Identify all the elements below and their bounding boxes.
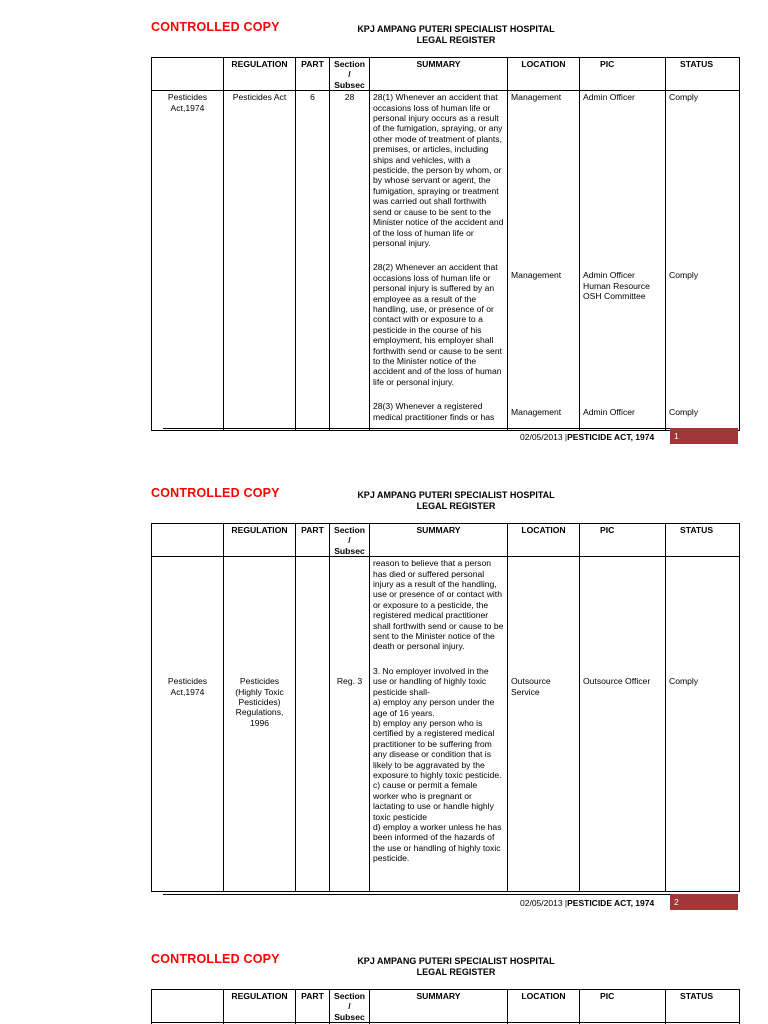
footer-rule (163, 428, 670, 429)
footer-title: PESTICIDE ACT, 1974 (567, 432, 655, 442)
section-header: Section / Subsec (330, 524, 370, 557)
hospital-name: KPJ AMPANG PUTERI SPECIALIST HOSPITAL (357, 490, 555, 500)
controlled-copy-label: CONTROLLED COPY (151, 20, 280, 34)
pic-header: PIC (580, 58, 666, 91)
pic-28-2: Admin Officer Human Resource OSH Committee (583, 270, 650, 302)
register-page-3 (0, 932, 768, 1024)
table-header-row (152, 524, 740, 557)
regulation-cell: Pesticides Act (224, 91, 296, 431)
status-header: STATUS (666, 58, 740, 91)
part-cell: 6 (296, 91, 330, 431)
location-28-1: Management (511, 92, 562, 103)
summary-cell (370, 557, 508, 892)
act-header (152, 524, 224, 557)
pic-28-3: Admin Officer (583, 407, 635, 418)
register-page-2 (0, 466, 768, 926)
status-28-2: Comply (669, 270, 699, 281)
location-header: LOCATION (508, 990, 580, 1023)
footer-date: 02/05/2013 | (520, 898, 568, 908)
page-footer (520, 432, 654, 442)
summary-header: SUMMARY (370, 58, 508, 91)
location-28-2: Management (511, 270, 562, 281)
summary-28-2: 28(2) Whenever an accident that occasions loss of human life or personal injury is suffered by an employee as a result of the handling, use, or presence of or contact with or exposure to a pesticide in the course of his employment, his employer shall forthwith send or cause to be sent to the Minister notice of the accident and of the loss of human life or personal injury. (373, 262, 502, 387)
section-cell: Reg. 3 (330, 557, 370, 892)
legal-register-table (151, 989, 740, 1024)
footer-date: 02/05/2013 | (520, 432, 568, 442)
footer-title: PESTICIDE ACT, 1974 (567, 898, 655, 908)
legal-register-table (151, 523, 740, 892)
controlled-copy-label: CONTROLLED COPY (151, 952, 280, 966)
hospital-name: KPJ AMPANG PUTERI SPECIALIST HOSPITAL (357, 956, 555, 966)
status-header: STATUS (666, 524, 740, 557)
part-header: PART (296, 524, 330, 557)
act-cell: Pesticides Act,1974 (152, 557, 224, 892)
controlled-copy-label: CONTROLLED COPY (151, 486, 280, 500)
table-row (152, 557, 740, 892)
pic-28-1: Admin Officer (583, 92, 635, 103)
pic-header: PIC (580, 990, 666, 1023)
summary-28-3: 28(3) Whenever a registered medical practitioner finds or has (373, 401, 495, 422)
legal-register-table (151, 57, 740, 431)
location-header: LOCATION (508, 58, 580, 91)
part-cell (296, 557, 330, 892)
register-page-1 (0, 0, 768, 460)
status-28-3: Comply (669, 407, 699, 418)
pic-cell: Outsource Officer (580, 557, 666, 892)
table-row (152, 91, 740, 431)
regulation-header: REGULATION (224, 58, 296, 91)
register-title: LEGAL REGISTER (416, 967, 496, 977)
page-number-badge: 2 (670, 894, 738, 910)
summary-header: SUMMARY (370, 524, 508, 557)
summary-reg-3: 3. No employer involved in the use or handling of highly toxic pesticide shall- a) employ any person under the age of 16 years. b) employ any person who is certified by a registered medical practitioner to be suffering from any disease or condition that is likely to be aggravated by the exposure to highly toxic pesticide. c) cause or permit a female worker who is pregnant or lactating to use or handle highly toxic pesticide d) employ a worker unless he has been informed of the hazards of the use or handling of highly toxic pesticide. (373, 665, 502, 864)
page-number-badge: 1 (670, 428, 738, 444)
regulation-cell: Pesticides (Highly Toxic Pesticides) Regulations, 1996 (224, 557, 296, 892)
document-header (356, 24, 556, 46)
part-header: PART (296, 990, 330, 1023)
summary-continuation: reason to believe that a person has died or suffered personal injury as a result of the handling, use or presence of or contact with or exposure to a pesticide, the registered medical practitioner shall forthwith send or cause to be sent to the Minister notice of the death or personal injury. (373, 558, 504, 652)
location-28-3: Management (511, 407, 562, 418)
location-header: LOCATION (508, 524, 580, 557)
regulation-header: REGULATION (224, 990, 296, 1023)
table-header-row (152, 990, 740, 1023)
act-header (152, 58, 224, 91)
section-header: Section / Subsec (330, 990, 370, 1023)
location-cell (508, 91, 580, 431)
summary-header: SUMMARY (370, 990, 508, 1023)
regulation-header: REGULATION (224, 524, 296, 557)
part-header: PART (296, 58, 330, 91)
status-header: STATUS (666, 990, 740, 1023)
act-header (152, 990, 224, 1023)
hospital-name: KPJ AMPANG PUTERI SPECIALIST HOSPITAL (357, 24, 555, 34)
location-cell: Outsource Service (508, 557, 580, 892)
table-header-row (152, 58, 740, 91)
pic-cell (580, 91, 666, 431)
summary-cell (370, 91, 508, 431)
footer-rule (163, 894, 670, 895)
page-footer (520, 898, 654, 908)
section-cell: 28 (330, 91, 370, 431)
register-title: LEGAL REGISTER (416, 501, 496, 511)
register-title: LEGAL REGISTER (416, 35, 496, 45)
summary-28-1: 28(1) Whenever an accident that occasions loss of human life or personal injury occurs as a result of the fumigation, spraying, or any other mode of treatment of plants, premises, or articles, including ships and vehicles, with a pesticide, the person by whom, or by whose servant or agent, the fumigation, spraying or treatment was carried out shall forthwith send or cause to be sent to the Minister notice of the accident and of the loss of human life or personal injury. (373, 92, 504, 248)
document-header (356, 956, 556, 978)
status-cell (666, 91, 740, 431)
document-header (356, 490, 556, 512)
act-cell: Pesticides Act,1974 (152, 91, 224, 431)
status-28-1: Comply (669, 92, 699, 103)
section-header: Section / Subsec (330, 58, 370, 91)
pic-header: PIC (580, 524, 666, 557)
status-cell: Comply (666, 557, 740, 892)
